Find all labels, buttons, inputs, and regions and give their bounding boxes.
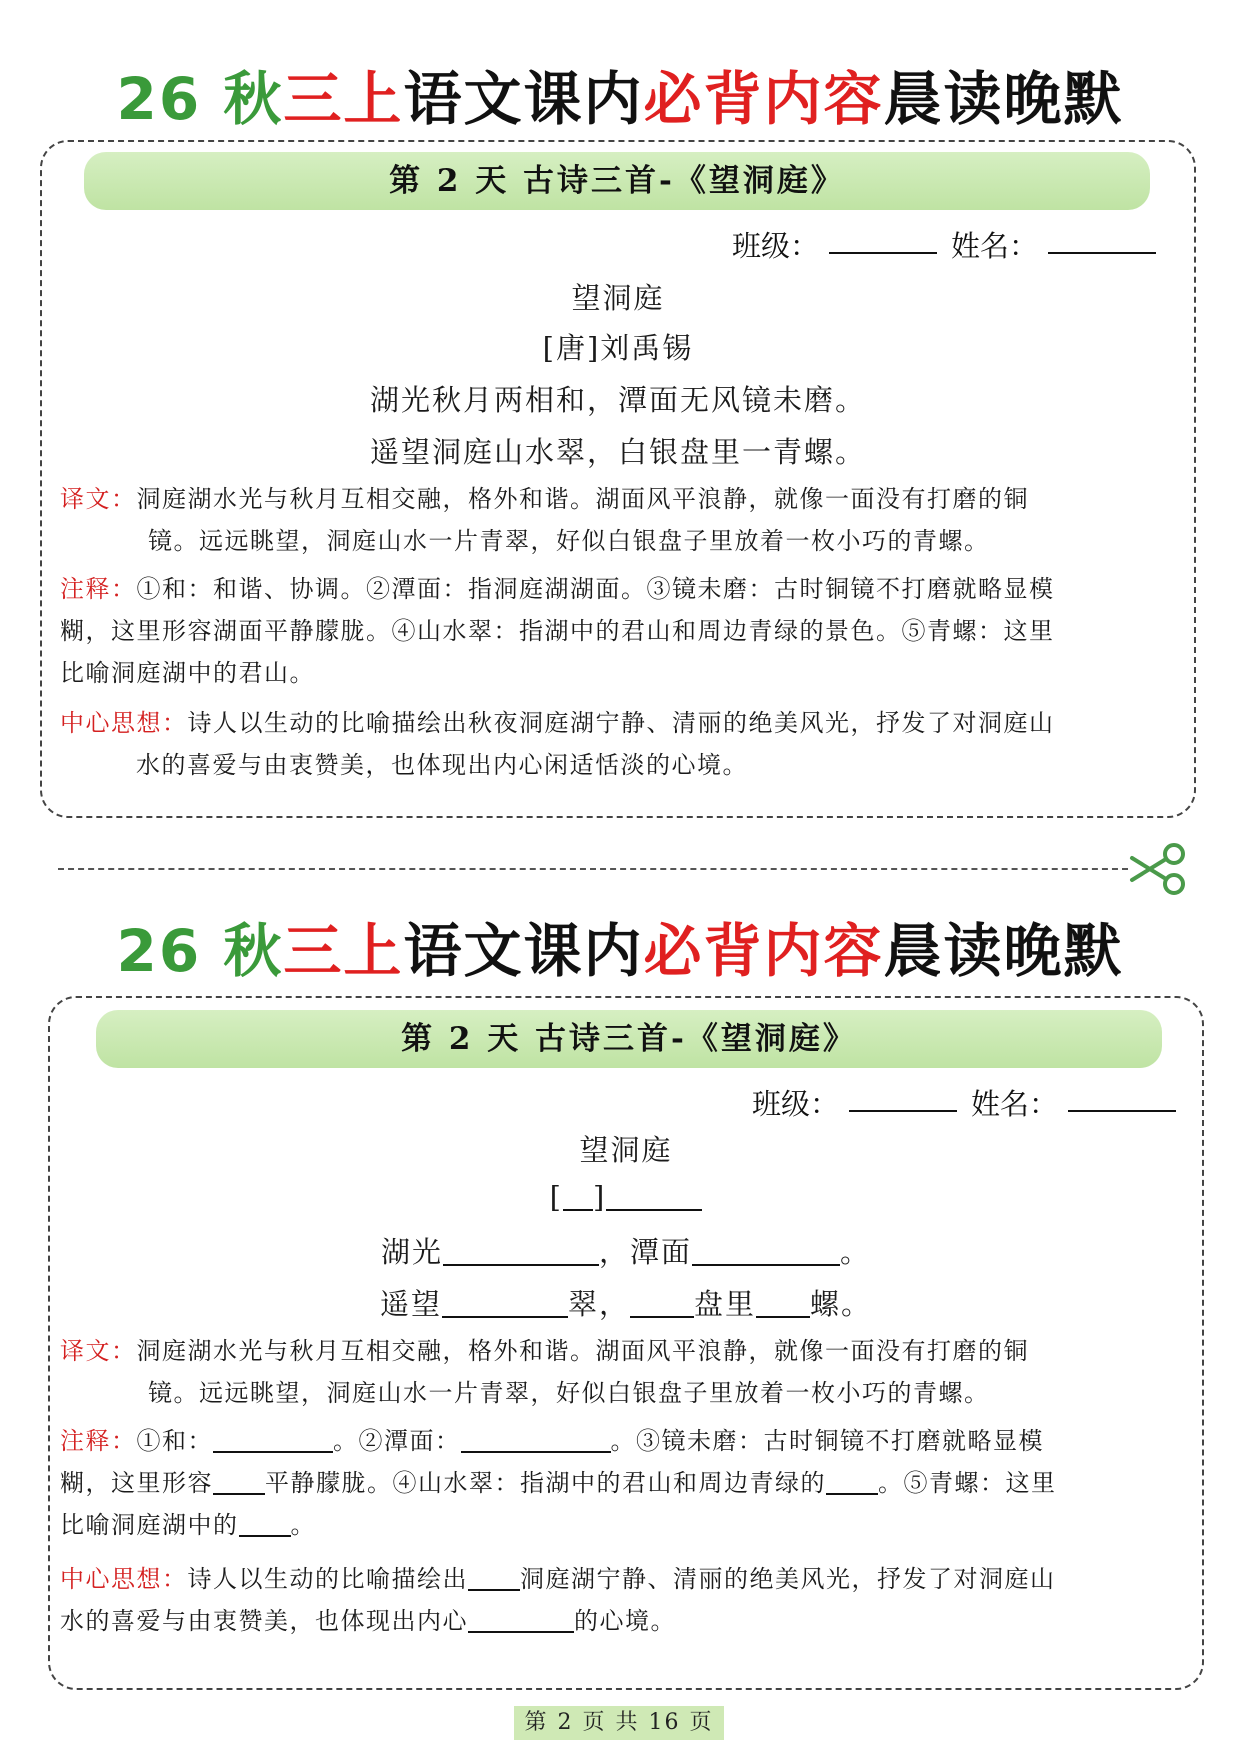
l2-d: 螺。 — [810, 1287, 873, 1321]
theme-p1: 诗人以生动的比喻描绘出 — [187, 1565, 468, 1593]
translation-line-2: 镜。远远眺望，洞庭山水一片青翠，好似白银盘子里放着一枚小巧的青螺。 — [148, 1379, 990, 1407]
title-part-4: 必背内容 — [643, 65, 884, 133]
title-part-2: 三上 — [283, 917, 404, 985]
translation-line-1: 洞庭湖水光与秋月互相交融，格外和谐。湖面风平浪静，就像一面没有打磨的铜 — [136, 1337, 1029, 1365]
theme-paragraph — [60, 702, 1174, 786]
main-title-top — [0, 65, 1240, 133]
notes-blank-4[interactable] — [826, 1469, 878, 1495]
notes-paragraph — [60, 568, 1174, 694]
class-label: 班级： — [731, 229, 819, 263]
translation-label: 译文： — [60, 485, 137, 513]
poem-line-1: 湖光秋月两相和，潭面无风镜未磨。 — [369, 383, 866, 417]
recite-card — [40, 140, 1196, 818]
notes-p8: 。 — [290, 1511, 316, 1539]
notes-p5: 平静朦胧。④山水翠：指湖中的君山和周边青绿的 — [265, 1469, 826, 1497]
notes-blank-3[interactable] — [213, 1469, 265, 1495]
class-name-row — [752, 1082, 1176, 1123]
notes-p6: 。⑤青螺：这里 — [878, 1469, 1057, 1497]
name-blank[interactable] — [1068, 1109, 1176, 1112]
theme-p4: 的心境。 — [574, 1607, 676, 1635]
theme-label: 中心思想： — [60, 709, 188, 737]
class-blank[interactable] — [829, 251, 937, 254]
l2-blank-3[interactable] — [756, 1292, 810, 1318]
l2-b: 翠， — [567, 1287, 630, 1321]
notes-p1: ①和： — [136, 1427, 213, 1455]
notes-paragraph-blank — [60, 1420, 1174, 1546]
notes-line-2: 糊，这里形容湖面平静朦胧。④山水翠：指湖中的君山和周边青绿的景色。⑤青螺：这里 — [60, 617, 1055, 645]
class-blank[interactable] — [849, 1109, 957, 1112]
theme-line-2: 水的喜爱与由衷赞美，也体现出内心闲适恬淡的心境。 — [136, 751, 748, 779]
title-part-3: 语文课内 — [403, 65, 644, 133]
dictation-card — [48, 996, 1204, 1690]
bracket-close: ] — [593, 1180, 607, 1214]
title-part-5: 晨读晚默 — [883, 917, 1124, 985]
theme-blank-2[interactable] — [468, 1607, 574, 1633]
theme-label: 中心思想： — [60, 1565, 188, 1593]
notes-p4: 糊，这里形容 — [60, 1469, 213, 1497]
title-part-3: 语文课内 — [403, 917, 644, 985]
l1-a: 湖光 — [380, 1235, 443, 1269]
translation-line-2: 镜。远远眺望，洞庭山水一片青翠，好似白银盘子里放着一枚小巧的青螺。 — [148, 527, 990, 555]
l2-blank-2[interactable] — [630, 1292, 694, 1318]
poem-line-2: 遥望洞庭山水翠，白银盘里一青螺。 — [369, 435, 866, 469]
poem-author-blank — [50, 1180, 1202, 1214]
page-footer: 第 2 页 共 16 页 — [514, 1706, 724, 1740]
notes-blank-1[interactable] — [213, 1427, 333, 1453]
notes-line-3: 比喻洞庭湖中的君山。 — [60, 659, 315, 687]
notes-line-1: ①和：和谐、协调。②潭面：指洞庭湖湖面。③镜未磨：古时铜镜不打磨就略显模 — [136, 575, 1055, 603]
translation-label: 译文： — [60, 1337, 137, 1365]
l1-blank-1[interactable] — [443, 1240, 599, 1266]
theme-blank-1[interactable] — [468, 1565, 520, 1591]
dynasty-blank[interactable] — [563, 1185, 593, 1211]
notes-p3: 。③镜未磨：古时铜镜不打磨就略显模 — [610, 1427, 1044, 1455]
title-part-2: 三上 — [283, 65, 404, 133]
l1-blank-2[interactable] — [692, 1240, 840, 1266]
poem-title: 望洞庭 — [579, 1133, 673, 1167]
l2-blank-1[interactable] — [442, 1292, 568, 1318]
notes-label: 注释： — [60, 575, 137, 603]
name-label: 姓名： — [950, 229, 1038, 263]
poem-line-1-blank — [50, 1230, 1202, 1271]
theme-p3: 水的喜爱与由衷赞美，也体现出内心 — [60, 1607, 468, 1635]
translation-paragraph — [60, 478, 1174, 562]
title-part-4: 必背内容 — [643, 917, 884, 985]
class-name-row — [732, 224, 1156, 265]
cut-line — [58, 868, 1128, 870]
poem-line-2-blank — [50, 1282, 1202, 1323]
title-part-5: 晨读晚默 — [883, 65, 1124, 133]
notes-p2: 。②潭面： — [333, 1427, 461, 1455]
theme-paragraph-blank — [60, 1558, 1174, 1642]
l2-a: 遥望 — [379, 1287, 442, 1321]
scissors-icon — [1128, 838, 1190, 900]
bracket-open: [ — [549, 1180, 563, 1214]
l2-c: 盘里 — [694, 1287, 757, 1321]
l1-c: 。 — [840, 1235, 872, 1269]
notes-label: 注释： — [60, 1427, 137, 1455]
name-label: 姓名： — [970, 1087, 1058, 1121]
theme-line-1: 诗人以生动的比喻描绘出秋夜洞庭湖宁静、清丽的绝美风光，抒发了对洞庭山 — [187, 709, 1055, 737]
poem-author: [唐]刘禹锡 — [542, 331, 694, 365]
notes-blank-5[interactable] — [239, 1511, 291, 1537]
title-part-1: 26 秋 — [116, 917, 284, 985]
theme-p2: 洞庭湖宁静、清丽的绝美风光，抒发了对洞庭山 — [520, 1565, 1056, 1593]
l1-b: ，潭面 — [598, 1235, 692, 1269]
main-title-bottom — [0, 917, 1240, 985]
day-banner: 第 2 天 古诗三首-《望洞庭》 — [84, 152, 1150, 210]
translation-paragraph — [60, 1330, 1174, 1414]
notes-blank-2[interactable] — [461, 1427, 611, 1453]
author-blank[interactable] — [606, 1185, 702, 1211]
name-blank[interactable] — [1048, 251, 1156, 254]
translation-line-1: 洞庭湖水光与秋月互相交融，格外和谐。湖面风平浪静，就像一面没有打磨的铜 — [136, 485, 1029, 513]
title-part-1: 26 秋 — [116, 65, 284, 133]
class-label: 班级： — [751, 1087, 839, 1121]
notes-p7: 比喻洞庭湖中的 — [60, 1511, 239, 1539]
poem-title: 望洞庭 — [571, 281, 665, 315]
day-banner: 第 2 天 古诗三首-《望洞庭》 — [96, 1010, 1162, 1068]
